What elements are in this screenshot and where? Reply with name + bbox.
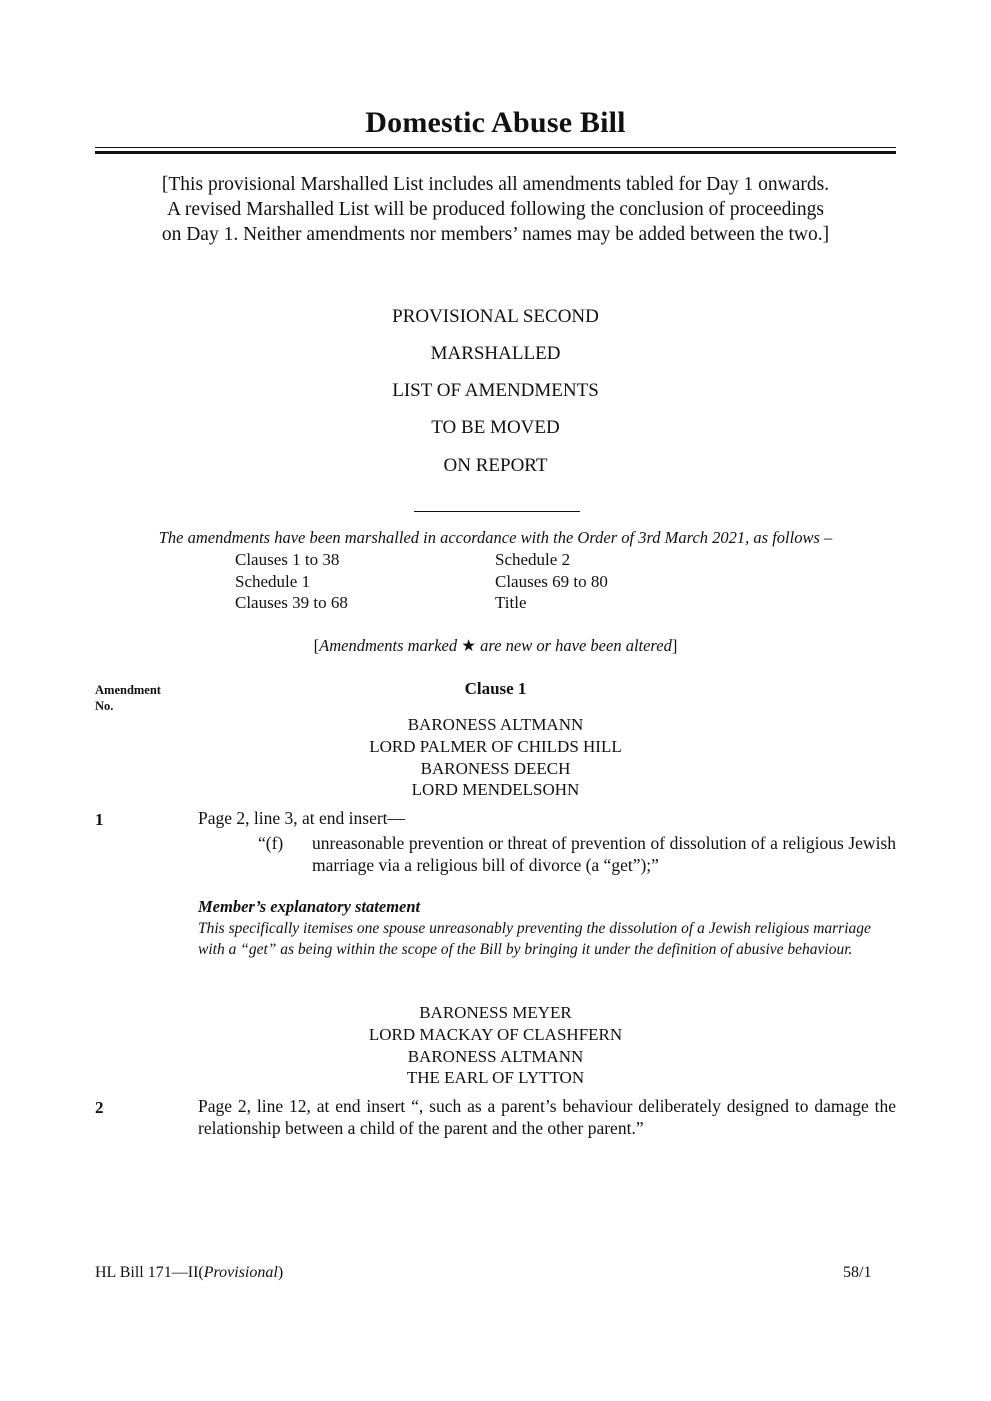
intro-line: [This provisional Marshalled List includes all amendments tabled for Day 1 onwards. [161, 174, 830, 195]
title-rule-thin [95, 147, 896, 148]
list-heading-line: MARSHALLED [430, 343, 561, 364]
order-item: Schedule 2 [495, 550, 571, 569]
intro-line: on Day 1. Neither amendments nor members’ names may be added between the two.] [161, 224, 830, 245]
order-item: Clauses 69 to 80 [495, 571, 608, 591]
list-heading-line: PROVISIONAL SECOND [392, 306, 599, 327]
sponsor-name: BARONESS DEECH [420, 758, 571, 778]
sponsor-name: BARONESS ALTMANN [407, 1046, 584, 1066]
section-divider [414, 511, 580, 512]
intro-line: A revised Marshalled List will be produced following the conclusion of proceedings [167, 199, 824, 220]
amendment-number: 2 [95, 1098, 104, 1117]
inserted-para-label: “(f) [258, 833, 284, 853]
order-list-left [235, 549, 348, 614]
intro-note [95, 172, 896, 247]
list-heading-line: TO BE MOVED [431, 417, 560, 438]
amendment-number-label: Amendment No. [95, 683, 161, 713]
inserted-para-text: unreasonable prevention or threat of prevention of dissolution of a religious Jewish marriage via a religious bill of divorce (a “get”);” [312, 833, 896, 875]
bill-reference: HL Bill 171—II(Provisional) [95, 1264, 284, 1281]
marshal-order-note: The amendments have been marshalled in accordance with the Order of 3rd March 2021, as follows – [158, 528, 833, 547]
order-item: Title [495, 593, 527, 612]
sponsor-name: LORD MENDELSOHN [411, 780, 580, 800]
amendment-instruction: Page 2, line 12, at end insert “, such as a parent’s behaviour deliberately designed to damage the relationship between a child of the parent and the other parent.” [198, 1096, 896, 1138]
sponsor-name: LORD PALMER OF CHILDS HILL [369, 736, 622, 756]
sponsor-list [0, 714, 991, 801]
sponsor-name: BARONESS MEYER [419, 1003, 572, 1022]
list-heading-line: ON REPORT [443, 455, 548, 476]
sponsor-list [0, 1002, 991, 1089]
explanatory-statement-heading: Member’s explanatory statement [198, 897, 421, 916]
clause-heading: Clause 1 [464, 679, 527, 698]
document-title: Domestic Abuse Bill [365, 106, 626, 139]
page-reference: 58/1 [843, 1264, 872, 1281]
sponsor-name: THE EARL OF LYTTON [406, 1068, 585, 1088]
order-item: Clauses 1 to 38 [235, 550, 340, 569]
explanatory-statement-text: This specifically itemises one spouse unreasonably preventing the dissolution of a Jewish religious marriage with a “get” as being within the scope of the Bill by bringing it under the definition of abusive behaviour. [198, 920, 871, 958]
order-item: Clauses 39 to 68 [235, 593, 348, 612]
amendment-number: 1 [95, 810, 104, 829]
star-icon: ★ [461, 636, 477, 655]
sponsor-name: LORD MACKAY OF CLASHFERN [368, 1024, 623, 1044]
sponsor-name: BARONESS ALTMANN [407, 715, 584, 734]
title-rule-thick [95, 151, 896, 154]
order-item: Schedule 1 [235, 571, 311, 591]
amendment-instruction: Page 2, line 3, at end insert— [198, 808, 406, 828]
altered-note: [Amendments marked ★ are new or have been altered] [313, 636, 678, 655]
list-heading-line: LIST OF AMENDMENTS [392, 380, 599, 401]
order-list-right [495, 549, 608, 614]
